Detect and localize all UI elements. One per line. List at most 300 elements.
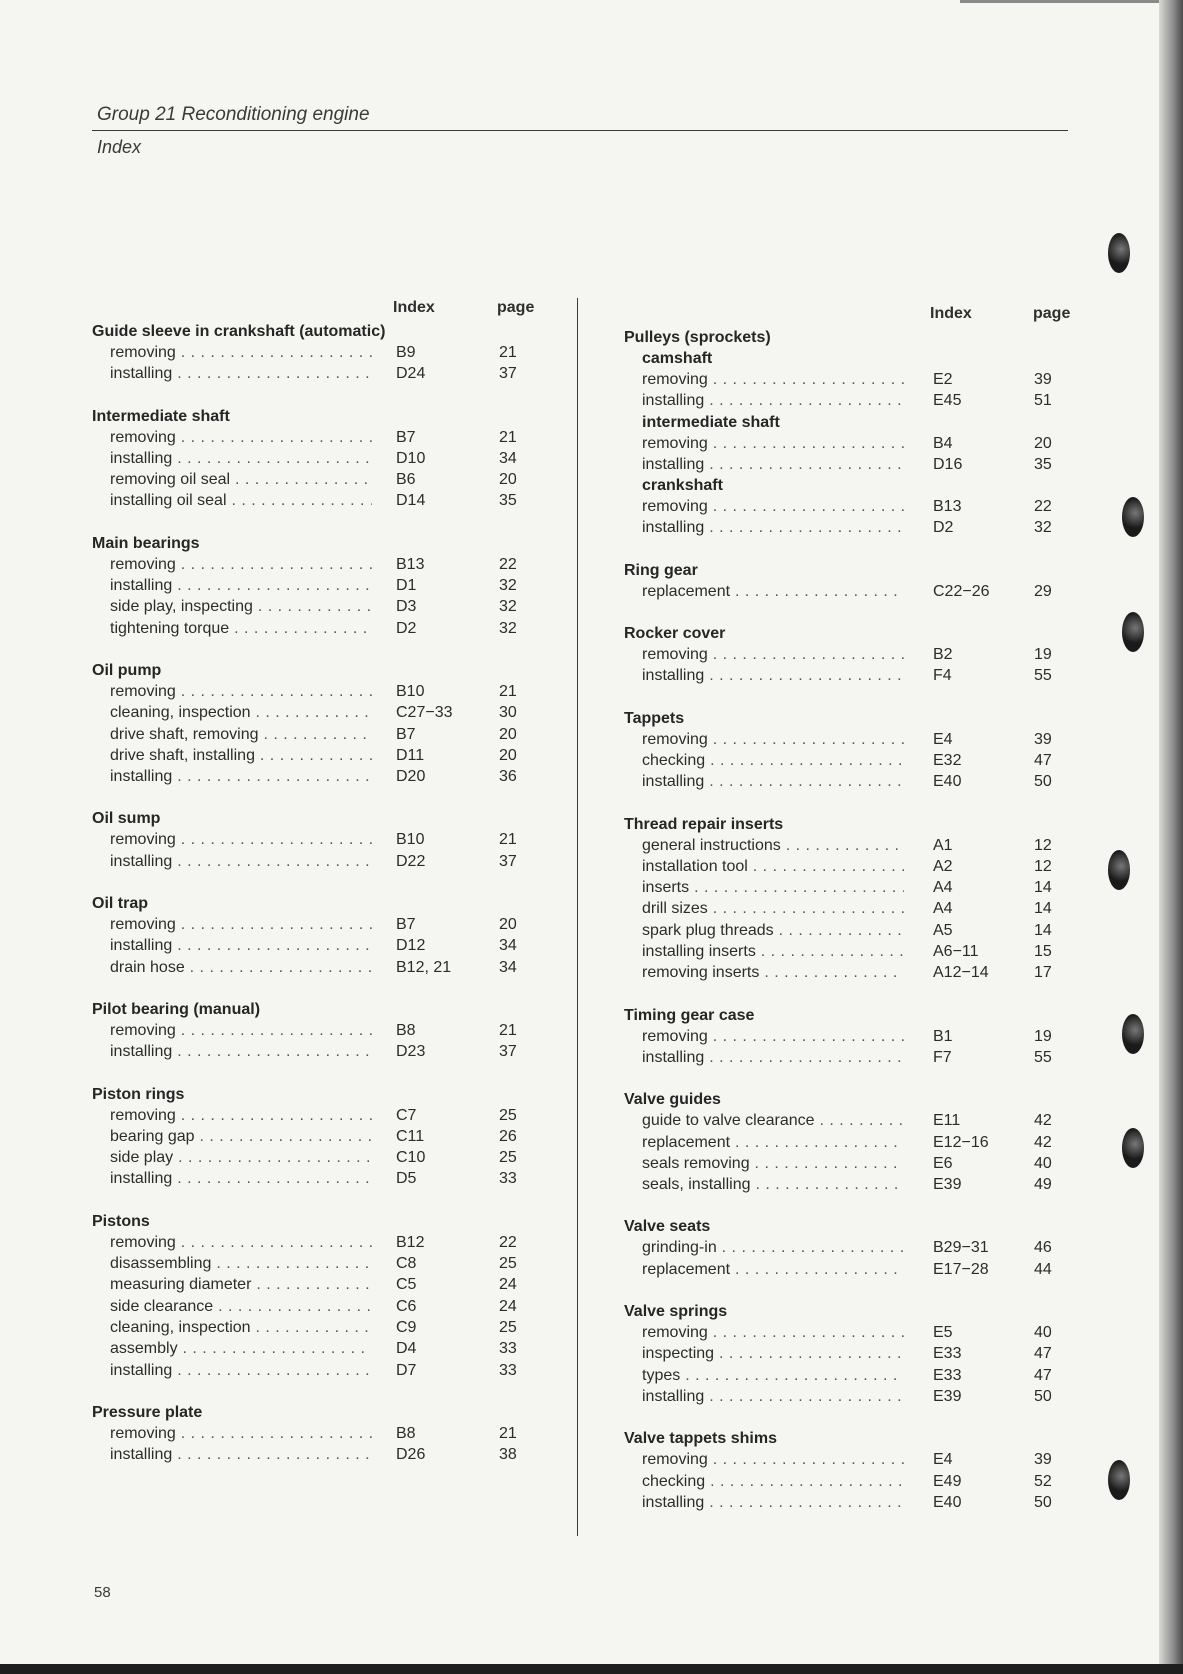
binder-hole-icon: [1122, 497, 1144, 537]
entry-page: 50: [1034, 1387, 1052, 1405]
entry-label: removing . . .: [110, 1105, 372, 1126]
index-entry-row: [92, 1423, 544, 1444]
entry-page: 14: [1034, 879, 1052, 897]
entry-label: removing . . .: [110, 342, 372, 363]
entry-page: 32: [499, 598, 517, 616]
index-group: [92, 406, 544, 512]
entry-page: 47: [1034, 751, 1052, 769]
index-entry-row: [92, 363, 544, 384]
group-title: Rocker cover: [624, 625, 726, 643]
group-title: Main bearings: [92, 534, 200, 552]
index-group: [624, 708, 1074, 793]
index-entry-row: [624, 1449, 1074, 1470]
entry-page: 37: [499, 852, 517, 870]
entry-page: 40: [1034, 1154, 1052, 1172]
index-entry-row: [92, 342, 544, 363]
entry-index: B9: [396, 344, 416, 361]
group-title: Thread repair inserts: [624, 815, 784, 833]
entry-page: 32: [499, 577, 517, 595]
index-entry-row: [92, 1126, 544, 1147]
entry-index: A2: [933, 857, 953, 875]
entry-label: removing . . .: [642, 1026, 904, 1047]
entry-index: B10: [396, 682, 425, 700]
entry-page: 29: [1034, 582, 1052, 600]
entry-label: replacement . . .: [642, 1132, 904, 1153]
right-column-header: [624, 305, 1074, 327]
entry-page: 39: [1034, 730, 1052, 748]
page-bottom-edge: [0, 1664, 1183, 1674]
binder-hole-icon: [1122, 1014, 1144, 1054]
entry-label: drive shaft, installing . . .: [110, 745, 372, 766]
index-entry-row: [624, 877, 1074, 898]
index-group: [624, 560, 1074, 602]
index-entry-row: [624, 962, 1074, 983]
entry-page: 22: [499, 555, 517, 573]
entry-index: B4: [933, 434, 953, 452]
index-group: [624, 1301, 1074, 1407]
entry-label: removing . . .: [110, 829, 372, 850]
entry-index: B8: [396, 1021, 416, 1039]
entry-label: installing inserts . . .: [642, 941, 904, 962]
entry-index: E33: [933, 1366, 962, 1384]
index-entry-row: [92, 957, 544, 978]
entry-index: D2: [933, 519, 954, 537]
index-entry-row: [92, 1232, 544, 1253]
entry-page: 34: [499, 937, 517, 955]
entry-page: 26: [499, 1127, 517, 1145]
entry-page: 25: [499, 1106, 517, 1124]
entry-index: E4: [933, 730, 953, 748]
group-title: Tappets: [624, 709, 685, 727]
entry-index: C27−33: [396, 704, 453, 722]
entry-label: removing . . .: [110, 681, 372, 702]
index-entry-row: [92, 618, 544, 639]
entry-page: 21: [499, 831, 517, 849]
index-group: [92, 1084, 544, 1190]
entry-index: D12: [396, 937, 426, 955]
group-title: Timing gear case: [624, 1006, 755, 1024]
group-title: Valve seats: [624, 1218, 711, 1236]
entry-label: removing . . .: [642, 1449, 904, 1470]
entry-page: 20: [499, 471, 517, 489]
entry-index: D4: [396, 1340, 417, 1358]
entry-index: E12−16: [933, 1133, 989, 1151]
index-entry-row: [624, 1174, 1074, 1195]
entry-label: removing . . .: [110, 427, 372, 448]
entry-page: 55: [1034, 1048, 1052, 1066]
index-entry-row: [92, 1296, 544, 1317]
entry-page: 36: [499, 768, 517, 786]
group-title: Pulleys (sprockets): [624, 329, 771, 346]
index-group: [624, 814, 1074, 984]
index-group: [624, 1428, 1074, 1513]
entry-index: B8: [396, 1424, 416, 1442]
group-title: Ring gear: [624, 561, 698, 579]
entry-page: 49: [1034, 1176, 1052, 1194]
entry-page: 50: [1034, 773, 1052, 791]
entry-index: C22−26: [933, 582, 990, 600]
group-title: Guide sleeve in crankshaft (automatic): [92, 323, 386, 340]
group-title: Pistons: [92, 1212, 150, 1230]
entry-page: 47: [1034, 1345, 1052, 1363]
entry-index: B10: [396, 831, 425, 849]
entry-label: bearing gap . . .: [110, 1126, 372, 1147]
entry-index: E39: [933, 1387, 962, 1405]
entry-label: tightening torque . . .: [110, 618, 372, 639]
index-entry-row: [624, 433, 1074, 454]
entry-page: 42: [1034, 1133, 1052, 1151]
entry-page: 15: [1034, 943, 1052, 961]
index-entry-row: [624, 369, 1074, 390]
index-entry-row: [92, 554, 544, 575]
index-group: [92, 533, 544, 639]
index-entry-row: [624, 454, 1074, 475]
entry-label: installing . . .: [110, 766, 372, 787]
index-entry-row: [624, 1322, 1074, 1343]
entry-label: removing . . .: [110, 1423, 372, 1444]
entry-page: 22: [1034, 498, 1052, 516]
entry-index: A1: [933, 836, 953, 854]
entry-page: 17: [1034, 964, 1052, 982]
group-title: Oil sump: [92, 810, 161, 828]
entry-label: removing . . .: [642, 1322, 904, 1343]
entry-index: B13: [933, 498, 962, 516]
entry-page: 46: [1034, 1239, 1052, 1257]
entry-label: disassembling . . .: [110, 1253, 372, 1274]
index-group: [624, 1216, 1074, 1280]
group-title: Pilot bearing (manual): [92, 1000, 261, 1018]
entry-index: E40: [933, 773, 962, 791]
binder-hole-icon: [1122, 1128, 1144, 1168]
index-group: [92, 660, 544, 787]
left-index-column: [92, 299, 544, 1486]
entry-index: E11: [933, 1112, 961, 1130]
entry-label: removing . . .: [642, 644, 904, 665]
entry-index: E6: [933, 1154, 953, 1172]
entry-label: replacement . . .: [642, 1259, 904, 1280]
entry-page: 21: [499, 682, 517, 700]
entry-index: A12−14: [933, 964, 989, 982]
entry-page: 47: [1034, 1366, 1052, 1384]
entry-label: spark plug threads . . .: [642, 920, 904, 941]
entry-label: removing oil seal . . .: [110, 469, 372, 490]
index-entry-row: [92, 745, 544, 766]
group-title: Pressure plate: [92, 1403, 203, 1421]
entry-label: removing . . .: [642, 496, 904, 517]
entry-index: D23: [396, 1043, 426, 1061]
entry-page: 14: [1034, 900, 1052, 918]
index-entry-row: [92, 1020, 544, 1041]
entry-label: inspecting . . .: [642, 1343, 904, 1364]
index-entry-row: [92, 914, 544, 935]
entry-index: A4: [933, 879, 953, 897]
entry-index: C9: [396, 1318, 417, 1336]
entry-index: C8: [396, 1255, 417, 1273]
entry-page: 35: [1034, 455, 1052, 473]
group-title: Valve tappets shims: [624, 1430, 777, 1448]
entry-label: installing . . .: [642, 390, 904, 411]
entry-page: 30: [499, 704, 517, 722]
entry-page: 34: [499, 449, 517, 467]
entry-index: E40: [933, 1493, 962, 1511]
index-group: [92, 893, 544, 978]
entry-label: installing . . .: [110, 1360, 372, 1381]
entry-index: E39: [933, 1176, 962, 1194]
subgroup-title: crankshaft: [642, 477, 723, 495]
group-title: Oil pump: [92, 661, 162, 679]
entry-index: E5: [933, 1324, 953, 1342]
right-groups: [624, 327, 1074, 1513]
entry-label: cleaning, inspection . . .: [110, 702, 372, 723]
index-entry-row: [624, 496, 1074, 517]
index-entry-row: [92, 1444, 544, 1465]
entry-index: E2: [933, 371, 953, 388]
entry-label: removing . . .: [110, 1020, 372, 1041]
index-entry-row: [92, 851, 544, 872]
entry-index: C7: [396, 1106, 417, 1124]
page-top-edge: [960, 0, 1183, 3]
entry-index: E32: [933, 751, 962, 769]
entry-label: removing . . .: [110, 1232, 372, 1253]
entry-index: D10: [396, 449, 426, 467]
page-header: page: [1033, 305, 1071, 322]
entry-index: E45: [933, 392, 962, 410]
entry-index: B7: [396, 428, 416, 446]
entry-index: B2: [933, 646, 953, 664]
group-title: Piston rings: [92, 1085, 185, 1103]
entry-page: 20: [1034, 434, 1052, 452]
entry-label: replacement . . .: [642, 581, 904, 602]
group-title: Valve springs: [624, 1303, 728, 1321]
index-entry-row: [624, 1047, 1074, 1068]
index-entry-row: [624, 750, 1074, 771]
index-group: [92, 1402, 544, 1466]
page-subtitle: Index: [97, 137, 142, 157]
index-entry-row: [92, 575, 544, 596]
entry-index: B7: [396, 916, 416, 934]
entry-label: installing . . .: [110, 1444, 372, 1465]
entry-label: installing . . .: [642, 1047, 904, 1068]
entry-page: 20: [499, 725, 517, 743]
entry-page: 50: [1034, 1493, 1052, 1511]
entry-label: types . . .: [642, 1365, 904, 1386]
index-entry-row: [624, 665, 1074, 686]
entry-index: C6: [396, 1297, 417, 1315]
entry-page: 33: [499, 1361, 517, 1379]
entry-index: A6−11: [933, 943, 979, 961]
binder-hole-icon: [1108, 850, 1130, 890]
entry-index: B12, 21: [396, 958, 452, 976]
entry-label: installing . . .: [642, 454, 904, 475]
entry-index: D20: [396, 768, 426, 786]
binder-hole-icon: [1108, 1460, 1130, 1500]
index-entry-row: [624, 835, 1074, 856]
header-rule: [92, 130, 1068, 131]
entry-page: 42: [1034, 1112, 1052, 1130]
entry-label: installing . . .: [110, 1168, 372, 1189]
group-title: Intermediate shaft: [92, 407, 230, 425]
entry-label: removing . . .: [642, 729, 904, 750]
entry-label: installing . . .: [642, 1492, 904, 1513]
entry-index: F4: [933, 667, 952, 685]
index-entry-row: [624, 1259, 1074, 1280]
entry-label: installing . . .: [642, 665, 904, 686]
entry-index: B12: [396, 1233, 425, 1251]
left-groups: [92, 321, 544, 1465]
entry-label: installing . . .: [110, 851, 372, 872]
index-entry-row: [92, 448, 544, 469]
index-entry-row: [92, 1041, 544, 1062]
entry-label: installing . . .: [110, 448, 372, 469]
entry-label: drain hose . . .: [110, 957, 372, 978]
entry-page: 19: [1034, 646, 1052, 664]
entry-label: installing oil seal . . .: [110, 490, 372, 511]
index-entry-row: [624, 1343, 1074, 1364]
entry-index: D24: [396, 365, 426, 383]
index-entry-row: [624, 581, 1074, 602]
entry-label: side play . . .: [110, 1147, 372, 1168]
entry-label: installation tool . . .: [642, 856, 904, 877]
entry-page: 22: [499, 1233, 517, 1251]
index-header: Index: [930, 305, 972, 322]
entry-index: D11: [396, 746, 425, 764]
entry-page: 14: [1034, 921, 1052, 939]
entry-index: E49: [933, 1472, 962, 1490]
entry-label: grinding-in . . .: [642, 1237, 904, 1258]
entry-index: D3: [396, 598, 417, 616]
entry-index: E17−28: [933, 1260, 989, 1278]
entry-label: installing . . .: [110, 935, 372, 956]
entry-label: seals removing . . .: [642, 1153, 904, 1174]
index-entry-row: [92, 724, 544, 745]
column-divider: [577, 298, 578, 1536]
index-entry-row: [624, 920, 1074, 941]
index-entry-row: [92, 1317, 544, 1338]
entry-page: 12: [1034, 857, 1052, 875]
right-index-column: [624, 305, 1074, 1534]
index-entry-row: [92, 469, 544, 490]
entry-label: installing . . .: [110, 575, 372, 596]
entry-page: 25: [499, 1255, 517, 1273]
entry-index: C10: [396, 1149, 426, 1167]
entry-page: 37: [499, 365, 517, 383]
entry-page: 34: [499, 958, 517, 976]
index-entry-row: [92, 1147, 544, 1168]
binder-hole-icon: [1122, 612, 1144, 652]
entry-page: 12: [1034, 836, 1052, 854]
left-column-header: [92, 299, 544, 321]
entry-page: 24: [499, 1297, 517, 1315]
index-entry-row: [624, 1026, 1074, 1047]
entry-page: 44: [1034, 1260, 1052, 1278]
index-entry-row: [624, 1492, 1074, 1513]
entry-label: removing . . .: [642, 433, 904, 454]
entry-index: D2: [396, 619, 417, 637]
index-group: [92, 321, 544, 385]
entry-index: A4: [933, 900, 953, 918]
entry-label: removing inserts . . .: [642, 962, 904, 983]
index-entry-row: [92, 766, 544, 787]
index-group: [92, 999, 544, 1063]
entry-index: E4: [933, 1451, 953, 1469]
entry-index: C11: [396, 1127, 425, 1145]
index-entry-row: [624, 1365, 1074, 1386]
index-group: [92, 808, 544, 872]
entry-index: B1: [933, 1027, 953, 1045]
index-group: [624, 1005, 1074, 1069]
entry-label: installing . . .: [642, 771, 904, 792]
entry-index: B29−31: [933, 1239, 989, 1257]
entry-page: 21: [499, 428, 517, 446]
entry-page: 35: [499, 492, 517, 510]
entry-index: E33: [933, 1345, 962, 1363]
binder-hole-icon: [1108, 233, 1130, 273]
subgroup-title: intermediate shaft: [642, 413, 780, 431]
entry-label: checking . . .: [642, 1471, 904, 1492]
entry-index: A5: [933, 921, 953, 939]
entry-index: F7: [933, 1048, 952, 1066]
entry-label: cleaning, inspection . . .: [110, 1317, 372, 1338]
index-entry-row: [92, 935, 544, 956]
entry-index: D14: [396, 492, 426, 510]
group-title: Oil trap: [92, 895, 149, 913]
entry-index: D1: [396, 577, 417, 595]
index-entry-row: [624, 1386, 1074, 1407]
page-number: 58: [94, 1584, 111, 1601]
index-entry-row: [92, 681, 544, 702]
entry-index: B7: [396, 725, 416, 743]
entry-label: seals, installing . . .: [642, 1174, 904, 1195]
entry-page: 38: [499, 1446, 517, 1464]
entry-page: 24: [499, 1276, 517, 1294]
index-entry-row: [624, 1110, 1074, 1131]
index-entry-row: [624, 771, 1074, 792]
entry-index: B6: [396, 471, 416, 489]
entry-page: 21: [499, 1424, 517, 1442]
index-entry-row: [624, 941, 1074, 962]
entry-index: D22: [396, 852, 426, 870]
index-entry-row: [92, 1274, 544, 1295]
entry-page: 37: [499, 1043, 517, 1061]
entry-page: 32: [1034, 519, 1052, 537]
entry-page: 21: [499, 344, 517, 361]
entry-index: D7: [396, 1361, 417, 1379]
entry-index: C5: [396, 1276, 417, 1294]
entry-label: side play, inspecting . . .: [110, 596, 372, 617]
index-entry-row: [92, 1360, 544, 1381]
entry-page: 21: [499, 1021, 517, 1039]
entry-page: 39: [1034, 371, 1052, 388]
entry-page: 25: [499, 1149, 517, 1167]
index-entry-row: [624, 644, 1074, 665]
entry-index: D5: [396, 1170, 417, 1188]
entry-label: removing . . .: [642, 369, 904, 390]
entry-page: 20: [499, 916, 517, 934]
index-entry-row: [92, 1253, 544, 1274]
index-entry-row: [92, 490, 544, 511]
index-entry-row: [624, 898, 1074, 919]
index-entry-row: [92, 596, 544, 617]
index-entry-row: [92, 427, 544, 448]
group-title: Valve guides: [624, 1091, 721, 1109]
index-group: [624, 1089, 1074, 1195]
page-right-edge: [1159, 0, 1183, 1674]
index-entry-row: [624, 729, 1074, 750]
entry-label: installing . . .: [110, 1041, 372, 1062]
entry-page: 33: [499, 1170, 517, 1188]
page-title: Group 21 Reconditioning engine: [97, 104, 370, 125]
entry-label: checking . . .: [642, 750, 904, 771]
